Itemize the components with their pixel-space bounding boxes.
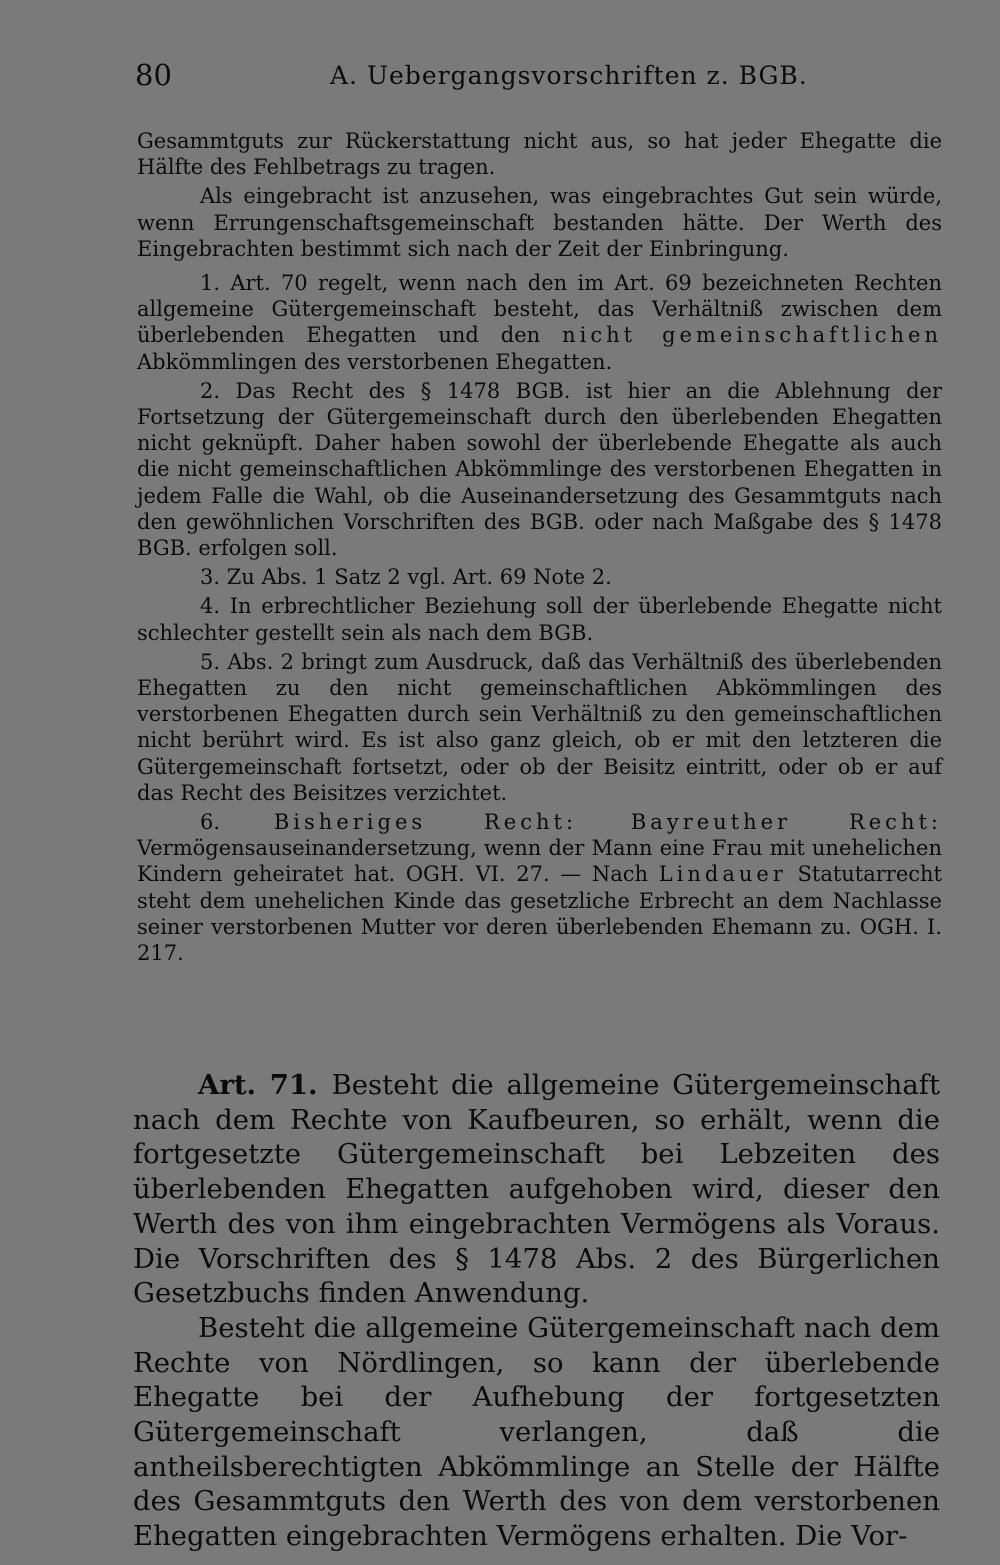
spaced-emphasis: Lindauer (658, 862, 787, 887)
spaced-emphasis: Bisheriges Recht: (273, 810, 578, 835)
article-paragraph: Besteht die allgemeine Gütergemeinschaft nach dem Rechte von Nördlingen, so kann der überlebende Ehegatte bei der Aufhebung der fortgesetzten Gütergemeinschaft verlangen, daß die antheilsberechtigten Abkömmlinge an Stelle der Hälfte des Gesammtguts den Werth des von dem verstorbenen Ehegatten eingebrachten Vermögens erhalten. Die Vor- (133, 1311, 940, 1553)
spacer (137, 262, 942, 270)
note-4: 4. In erbrechtlicher Beziehung soll der überlebende Ehegatte nicht schlechter gestellt sein als nach dem BGB. (137, 594, 942, 645)
page-number: 80 (135, 58, 172, 92)
note-text: Abkömmlingen des verstorbenen Ehegatten. (137, 349, 613, 374)
note-text: Vermögensauseinandersetzung, wenn der Mann eine Frau mit unehelichen Kindern geheiratet hat. OGH. VI. 27. — Nach (137, 836, 942, 887)
article-label: Art. 71. (198, 1069, 318, 1101)
article-paragraph (133, 1068, 940, 1311)
note-text: Statutarrecht steht dem unehelichen Kinde das gesetzliche Erbrecht an dem Nachlasse seiner verstorbenen Mutter vor deren überlebenden Ehemann zu. OGH. I. 217. (137, 862, 942, 966)
article-text: Besteht die allgemeine Gütergemeinschaft nach dem Rechte von Kaufbeuren, so erhält, wenn die fortgesetzte Gütergemeinschaft bei Lebzeiten des überlebenden Ehegatten aufgehoben wird, dieser den Werth des von ihm eingebrachten Vermögens als Voraus. Die Vorschriften des § 1478 Abs. 2 des Bürgerlichen Gesetzbuchs finden Anwendung. (133, 1069, 940, 1310)
spaced-emphasis: nicht gemeinschaftlichen (562, 323, 942, 348)
note-paragraph: Als eingebracht ist anzusehen, was eingebrachtes Gut sein würde, wenn Errungenschaftsgemeinschaft bestanden hätte. Der Werth des Eingebrachten bestimmt sich nach der Zeit der Einbringung. (137, 184, 942, 261)
article-section (133, 1068, 940, 1554)
note-6 (137, 809, 942, 966)
page-header (135, 58, 940, 98)
running-head: A. Uebergangsvorschriften z. BGB. (330, 61, 808, 90)
note-5: 5. Abs. 2 bringt zum Ausdruck, daß das Verhältniß des überlebenden Ehegatten zu den nicht gemeinschaftlichen Abkömmlingen des verstorbenen Ehegatten durch sein Verhältniß zu den gemeinschaftlichen nicht berührt wird. Es ist also ganz gleich, ob er mit den letzteren die Gütergemeinschaft fortsetzt, oder ob der Beisitz eintritt, oder ob er auf das Recht des Beisitzes verzichtet. (137, 649, 942, 805)
note-paragraph: Gesammtguts zur Rückerstattung nicht aus, so hat jeder Ehegatte die Hälfte des Fehlbetrags zu tragen. (137, 129, 942, 180)
note-2: 2. Das Recht des § 1478 BGB. ist hier an die Ablehnung der Fortsetzung der Gütergemeinschaft durch den überlebenden Ehegatten nicht geknüpft. Daher haben sowohl der überlebende Ehegatte als auch die nicht gemeinschaftlichen Abkömmlinge des verstorbenen Ehegatten in jedem Falle die Wahl, ob die Auseinandersetzung des Gesammtguts nach den gewöhnlichen Vorschriften des BGB. oder nach Maßgabe des § 1478 BGB. erfolgen soll. (137, 378, 942, 561)
note-3: 3. Zu Abs. 1 Satz 2 vgl. Art. 69 Note 2. (200, 565, 612, 590)
note-text (577, 810, 631, 834)
note-text: 6. (200, 810, 274, 835)
note-text: 1. Art. 70 regelt, wenn nach den im Art. 69 bezeichneten Rechten allgemeine Gütergemeinschaft besteht, das Verhältniß zwischen dem überlebenden Ehegatten und den (137, 271, 942, 348)
note-1 (137, 270, 942, 375)
spaced-emphasis: Bayreuther Recht: (630, 810, 942, 835)
notes-section (137, 128, 942, 966)
